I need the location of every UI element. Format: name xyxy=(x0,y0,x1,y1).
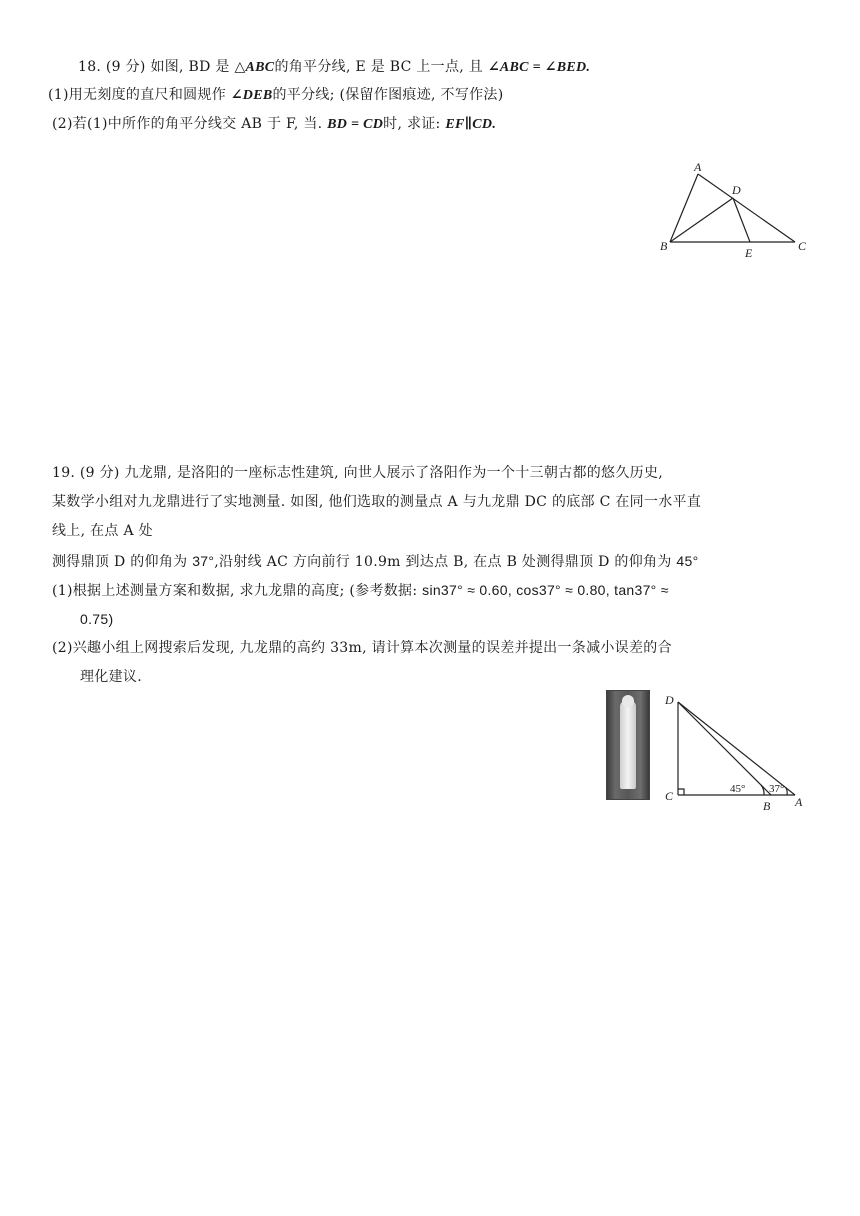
q18-heading xyxy=(78,57,590,78)
q18-part1-text-a: (1)用无刻度的直尺和圆规作 xyxy=(48,87,231,103)
q18-part2 xyxy=(52,114,496,135)
q18-head-c: 的角平分线, E 是 BC 上一点, 且 xyxy=(274,59,488,75)
q18-part2-parallel: EF∥CD. xyxy=(445,117,497,132)
q18-label-d: D xyxy=(732,183,741,197)
jiulong-ding-photo xyxy=(606,690,650,800)
q19-label-a: A xyxy=(795,795,803,809)
q18-part1-text-c: 的平分线; (保留作图痕迹, 不写作法) xyxy=(272,87,504,103)
pillar-top-shape xyxy=(622,695,634,707)
q19-angle-37: 37° xyxy=(192,553,215,569)
q19-part1 xyxy=(52,580,669,601)
q18-label-e: E xyxy=(745,246,753,260)
q18-part1-angle: ∠DEB xyxy=(230,88,273,103)
q19-reference-data: sin37° ≈ 0.60, cos37° ≈ 0.80, tan37° ≈ xyxy=(422,582,669,598)
q19-label-b: B xyxy=(763,799,771,813)
q18-angle-equality: ∠ABC = ∠BED. xyxy=(487,60,591,75)
q19-label-c: C xyxy=(665,789,674,803)
q19-angle-label-37: 37° xyxy=(769,783,785,795)
q19-line2: 某数学小组对九龙鼎进行了实地测量. 如图, 他们选取的测量点 A 与九龙鼎 DC 的底部 C 在同一水平直 xyxy=(52,494,702,510)
q18-triangle-figure xyxy=(655,160,815,269)
q18-label-a: A xyxy=(694,160,702,174)
q19-line4-a: 测得鼎顶 D 的仰角为 xyxy=(52,554,193,570)
q19-part1-cont: 0.75) xyxy=(80,611,114,627)
q18-triangle-abc: △ABC xyxy=(234,60,275,75)
q18-part2-text-c: 时, 求证: xyxy=(383,116,446,132)
q18-part1 xyxy=(48,85,504,106)
q19-angle-label-45: 45° xyxy=(730,783,746,795)
q19-triangle-figure xyxy=(660,688,810,822)
q19-label-d: D xyxy=(665,693,674,707)
pillar-shape xyxy=(620,701,636,789)
q19-part2: (2)兴趣小组上网搜索后发现, 九龙鼎的高约 33m, 请计算本次测量的误差并提出一条减小误差的合 xyxy=(52,640,672,656)
q19-part1-text: (1)根据上述测量方案和数据, 求九龙鼎的高度; (参考数据: xyxy=(52,583,423,599)
q19-part2-cont: 理化建议. xyxy=(80,669,142,685)
q19-line4 xyxy=(52,551,698,572)
q18-label-b: B xyxy=(660,239,668,253)
q19-angle-45: 45° xyxy=(676,553,699,569)
q18-part2-bd-cd: BD = CD xyxy=(327,117,384,132)
q19-line4-c: ,沿射线 AC 方向前行 10.9m 到达点 B, 在点 B 处测得鼎顶 D 的仰角为 xyxy=(214,554,677,570)
q19-line1: 19. (9 分) 九龙鼎, 是洛阳的一座标志性建筑, 向世人展示了洛阳作为一个十三朝古都的悠久历史, xyxy=(52,465,663,481)
q18-label-c: C xyxy=(798,239,807,253)
q19-line3: 线上, 在点 A 处 xyxy=(52,523,153,539)
q18-head-a: 18. (9 分) 如图, BD 是 xyxy=(78,59,235,75)
q18-part2-text-a: (2)若(1)中所作的角平分线交 AB 于 F, 当. xyxy=(52,116,328,132)
